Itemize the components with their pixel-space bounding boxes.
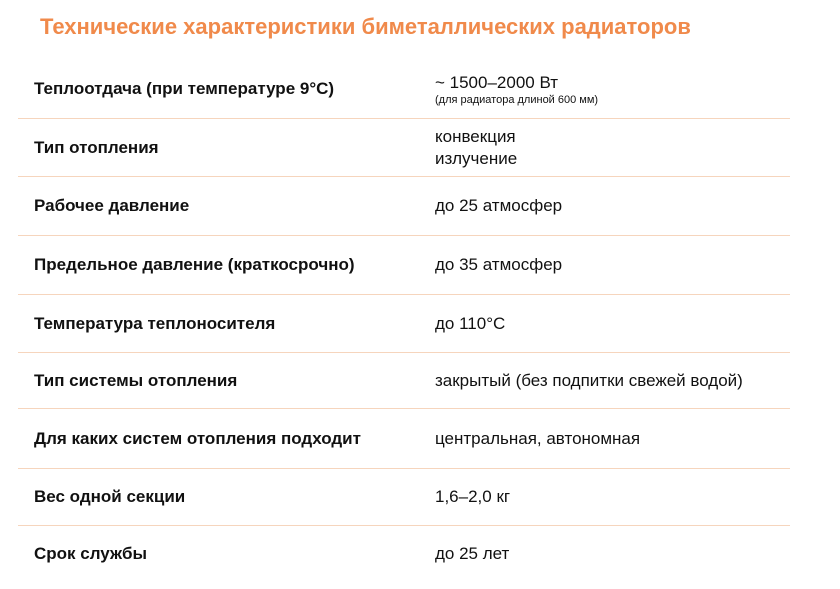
page-title: Технические характеристики биметаллических радиаторов: [40, 14, 691, 39]
spec-value: до 35 атмосфер: [435, 255, 563, 274]
spec-value: закрытый (без подпитки свежей водой): [435, 370, 743, 390]
spec-row-service-life: [18, 526, 790, 582]
spec-row-heat-output: [18, 60, 790, 119]
spec-label: Теплоотдача (при температуре 9°C): [34, 79, 335, 98]
spec-value-line: излучение: [435, 148, 518, 168]
spec-label: Температура теплоносителя: [34, 313, 276, 333]
spec-table: [18, 60, 790, 582]
spec-label: Предельное давление (краткосрочно): [34, 255, 355, 274]
spec-label: Срок службы: [34, 544, 148, 563]
spec-value: до 110°C: [435, 313, 506, 333]
spec-row-heating-type: [18, 119, 790, 177]
spec-row-max-pressure: [18, 236, 790, 295]
spec-value: [435, 126, 517, 170]
spec-value: центральная, автономная: [435, 428, 641, 448]
spec-value: до 25 атмосфер: [435, 196, 563, 215]
spec-label: Тип системы отопления: [34, 370, 238, 390]
spec-value-main: ~ 1500–2000 Вт: [435, 73, 559, 92]
spec-row-coolant-temperature: [18, 295, 790, 353]
spec-value: [435, 72, 598, 106]
spec-row-working-pressure: [18, 177, 790, 236]
spec-row-system-type: [18, 353, 790, 409]
spec-value-note: (для радиатора длиной 600 мм): [435, 94, 599, 106]
spec-value: до 25 лет: [435, 544, 510, 563]
spec-row-section-weight: [18, 469, 790, 526]
spec-label: Вес одной секции: [34, 487, 186, 506]
spec-label: Тип отопления: [34, 137, 159, 157]
spec-label: Рабочее давление: [34, 196, 190, 215]
spec-value: 1,6–2,0 кг: [435, 487, 511, 506]
spec-label: Для каких систем отопления подходит: [34, 428, 361, 448]
spec-value-line: конвекция: [435, 126, 516, 146]
spec-row-suitable-systems: [18, 409, 790, 469]
